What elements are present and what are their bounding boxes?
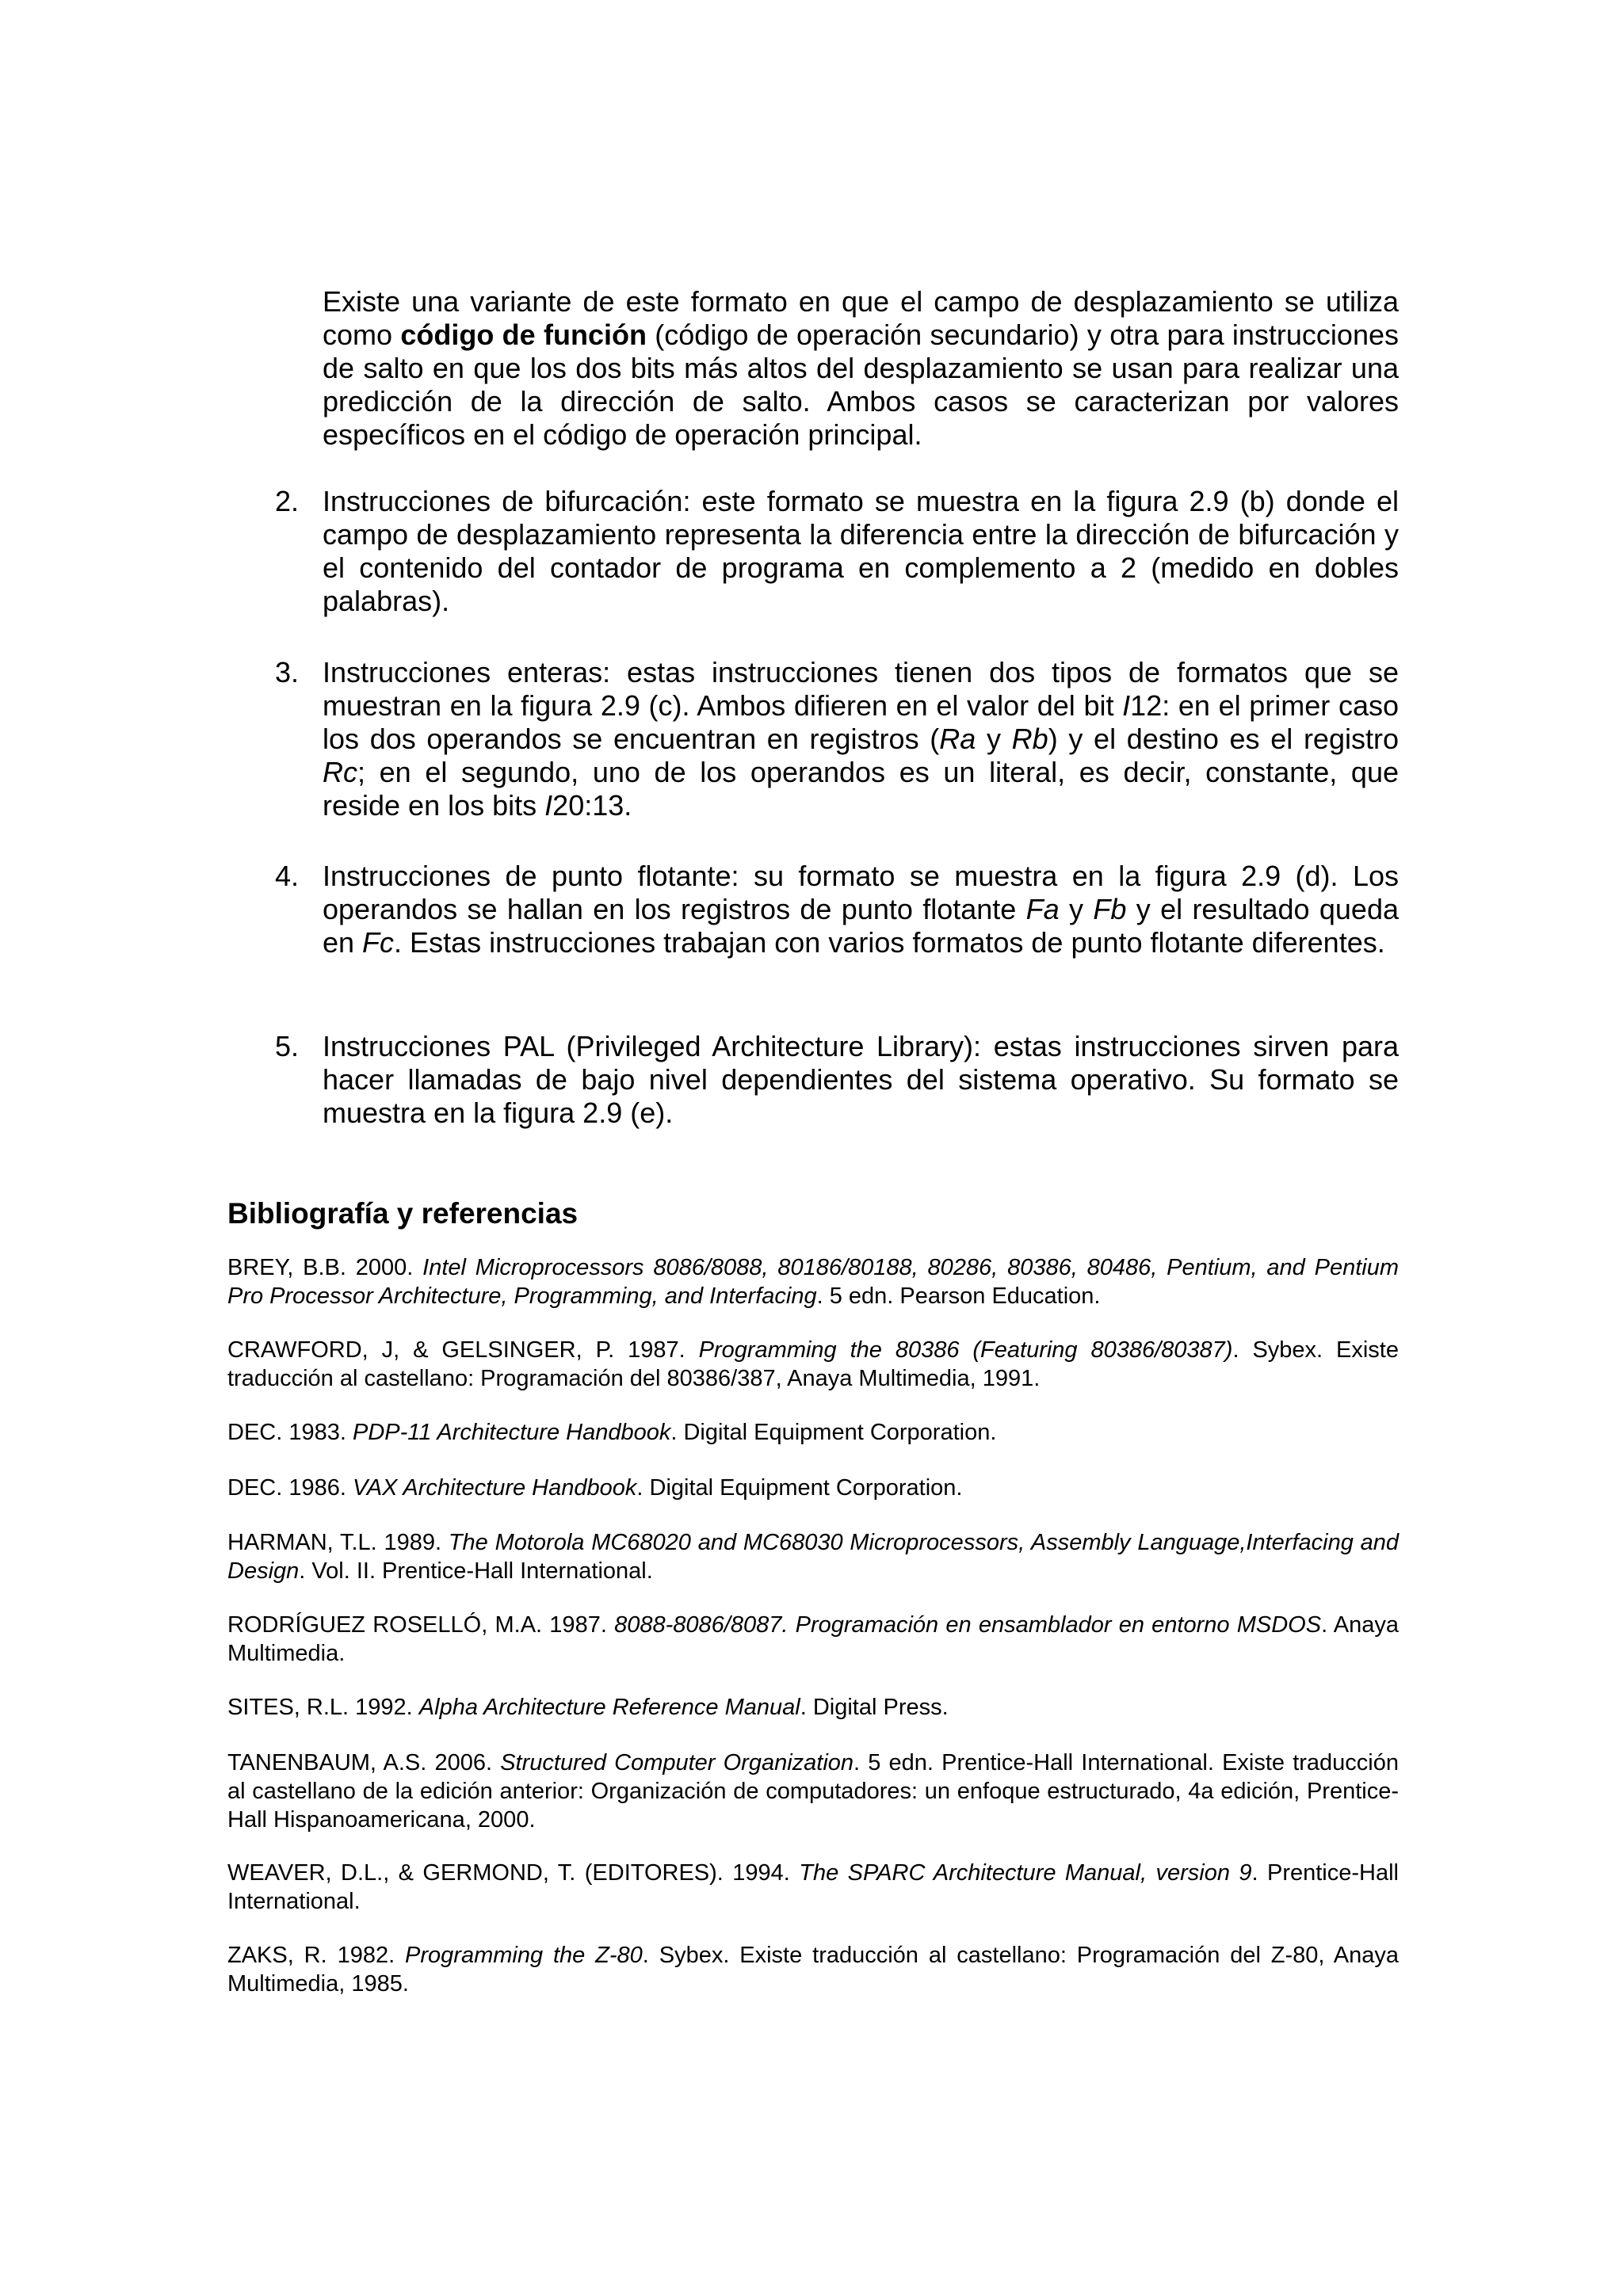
ref-title: The Motorola MC68020 and MC68030 Microprocessors, Assembly Language,Interfacing and Design — [227, 1530, 1399, 1584]
italic-run: Fb — [1093, 893, 1127, 925]
reference-item — [227, 1859, 1399, 1916]
reference-item — [227, 1693, 1399, 1722]
ref-title: The SPARC Architecture Manual, version 9 — [799, 1860, 1252, 1886]
intro-bold-term: código de función — [400, 318, 647, 351]
intro-text-1: Existe una variante de este formato en que el campo de desplazamiento se utiliza como — [323, 285, 1399, 351]
reference-item — [227, 1418, 1399, 1447]
ref-title: Programming the 80386 (Featuring 80386/80387) — [698, 1337, 1233, 1363]
ref-publisher: . Digital Equipment Corporation. — [636, 1475, 963, 1501]
ref-author: BREY, B.B. 2000. — [227, 1255, 423, 1280]
ref-publisher: . Prentice-Hall International. — [227, 1860, 1399, 1914]
ref-author: HARMAN, T.L. 1989. — [227, 1530, 449, 1555]
intro-paragraph — [323, 285, 1399, 452]
text-run: Instrucciones enteras: estas instrucciones tienen dos tipos de formatos que se muestran en la figura 2.9 (c). Ambos difieren en el valor del bit — [323, 656, 1399, 722]
ref-publisher: . 5 edn. Pearson Education. — [816, 1283, 1101, 1309]
list-item-text: Instrucciones de bifurcación: este formato se muestra en la figura 2.9 (b) donde el campo de desplazamiento representa la diferencia entre la dirección de bifurcación y el contenido del contador de programa en complemento a 2 (medido en dobles palabras). — [323, 485, 1399, 617]
ref-author: RODRÍGUEZ ROSELLÓ, M.A. 1987. — [227, 1612, 615, 1638]
text-run: y — [1059, 893, 1094, 925]
reference-item — [227, 1528, 1399, 1585]
italic-run: I — [1122, 689, 1131, 722]
text-run: y — [976, 723, 1012, 755]
intro-text-2: (código de operación secundario) y otra para instrucciones de salto en que los dos bits más altos del desplazamiento se usan para realizar una predicción de la dirección de salto. Ambos casos se caracterizan por valores específicos en el código de operación principal. — [323, 318, 1399, 451]
ref-title: Programming the Z-80 — [405, 1943, 643, 1968]
reference-item — [227, 1941, 1399, 1998]
ref-title: Alpha Architecture Reference Manual — [418, 1695, 800, 1720]
text-run: ; en el segundo, uno de los operandos es un literal, es decir, constante, que reside en los bits — [323, 756, 1399, 822]
bibliography-heading: Bibliografía y referencias — [227, 1197, 579, 1230]
list-number: 5. — [275, 1030, 300, 1062]
reference-item — [227, 1253, 1399, 1310]
ref-author: DEC. 1986. — [227, 1475, 353, 1501]
reference-item — [227, 1474, 1399, 1502]
ref-author: WEAVER, D.L., & GERMOND, T. (EDITORES). 1994. — [227, 1860, 800, 1886]
list-item-text — [323, 860, 1399, 959]
italic-run: Rc — [323, 756, 357, 788]
text-run: 20:13. — [552, 789, 632, 822]
ref-title: Intel Microprocessors 8086/8088, 80186/80188, 80286, 80386, 80486, Pentium, and Pentium Pro Processor Architecture, Programming, and Interfacing — [227, 1255, 1399, 1309]
ref-author: SITES, R.L. 1992. — [227, 1695, 419, 1720]
ref-title: 8088-8086/8087. Programación en ensamblador en entorno MSDOS — [614, 1612, 1322, 1638]
italic-run: Rb — [1011, 723, 1048, 755]
reference-item — [227, 1336, 1399, 1393]
text-run: y el resultado queda en — [323, 893, 1399, 959]
ref-publisher: . Anaya Multimedia. — [227, 1612, 1399, 1666]
ref-title: Structured Computer Organization — [500, 1750, 854, 1775]
ref-publisher: . 5 edn. Prentice-Hall International. Existe traducción al castellano de la edición anterior: Organización de computadores: un enfoque estructurado, 4a edición, Prentice-Hall Hispanoamericana, 2000. — [227, 1750, 1400, 1833]
ref-publisher: . Vol. II. Prentice-Hall International. — [299, 1558, 653, 1584]
ref-title: PDP-11 Architecture Handbook — [352, 1420, 671, 1445]
ref-title: VAX Architecture Handbook — [352, 1475, 637, 1501]
text-run: Instrucciones de punto flotante: su formato se muestra en la figura 2.9 (d). Los operandos se hallan en los registros de punto flotante — [323, 860, 1399, 925]
ref-publisher: . Digital Press. — [800, 1695, 949, 1720]
italic-run: Fa — [1025, 893, 1060, 925]
reference-item — [227, 1749, 1399, 1834]
reference-item — [227, 1611, 1399, 1668]
list-item-text: Instrucciones PAL (Privileged Architecture Library): estas instrucciones sirven para hacer llamadas de bajo nivel dependientes del sistema operativo. Su formato se muestra en la figura 2.9 (e). — [323, 1030, 1399, 1129]
italic-run: I — [544, 789, 553, 822]
text-run: 12: en el primer caso los dos operandos se encuentran en registros ( — [323, 689, 1399, 755]
text-run: . Estas instrucciones trabajan con varios formatos de punto flotante diferentes. — [394, 926, 1385, 959]
ref-author: CRAWFORD, J, & GELSINGER, P. 1987. — [227, 1337, 699, 1363]
list-number: 3. — [275, 656, 300, 688]
ref-publisher: . Sybex. Existe traducción al castellano: Programación del Z-80, Anaya Multimedia, 1985. — [227, 1943, 1399, 1997]
text-run: ) y el destino es el registro — [1048, 723, 1399, 755]
italic-run: Fc — [362, 926, 395, 959]
ref-author: ZAKS, R. 1982. — [227, 1943, 406, 1968]
ref-author: DEC. 1983. — [227, 1420, 353, 1445]
list-item-text — [323, 656, 1399, 822]
list-number: 4. — [275, 860, 300, 892]
list-number: 2. — [275, 485, 300, 517]
ref-publisher: . Sybex. Existe traducción al castellano: Programación del 80386/387, Anaya Multimedia, 1991. — [227, 1337, 1399, 1391]
ref-author: TANENBAUM, A.S. 2006. — [227, 1750, 501, 1775]
italic-run: Ra — [939, 723, 976, 755]
ref-publisher: . Digital Equipment Corporation. — [670, 1420, 997, 1445]
